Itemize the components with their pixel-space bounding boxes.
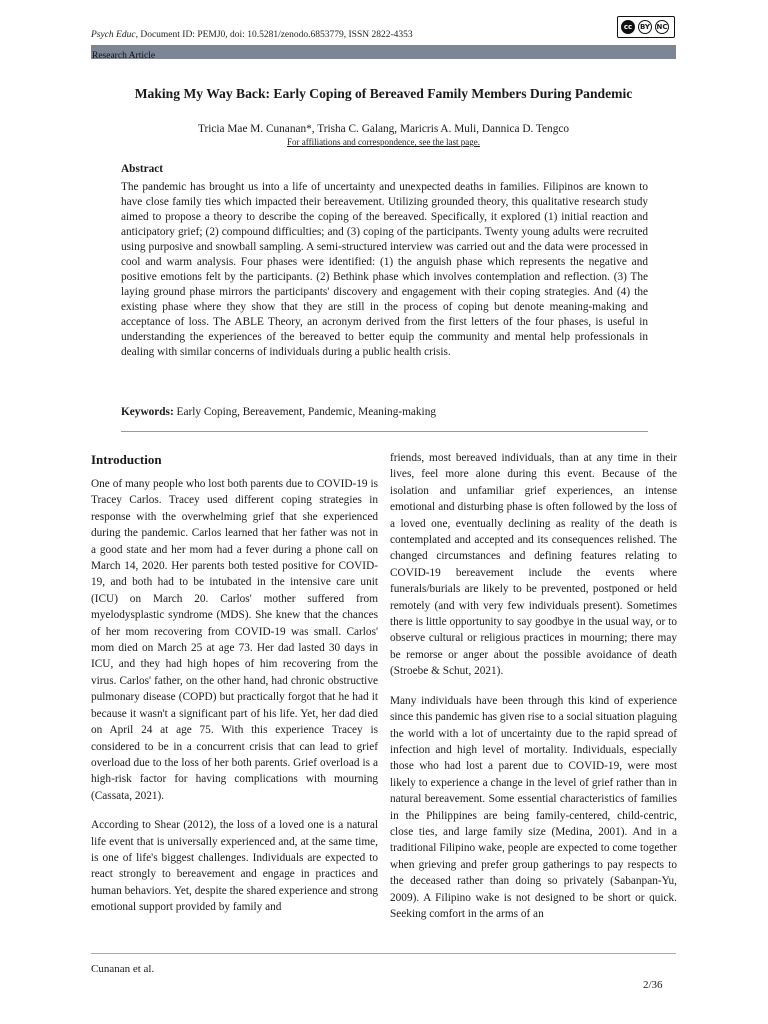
keywords-text: Early Coping, Bereavement, Pandemic, Meaning-making — [173, 406, 436, 418]
affiliation-link[interactable]: For affiliations and correspondence, see the last page. — [286, 137, 481, 147]
paragraph: Many individuals have been through this kind of experience since this pandemic has given rise to a social situation plaguing the world with a lot of uncertainty due to the rapid spread of infection and high level of mortality. Individuals, especially those who had lost a parent due to COVID-19, were most likely to experience a change in the level of grief rather than in natural bereavement. Some essential characteristics of families in the Philippines are being family-centered, child-centric, close ties, and large family size (Medina, 2001). And in a traditional Filipino wake, people are expected to come together when grieving and prefer group gatherings to pay respects to the deceased rather than doing so privately (Sabanpan-Yu, 2009). A Filipino wake is not designed to be short or quick. Seeking comfort in the arms of an — [390, 694, 677, 920]
keywords-label: Keywords: — [121, 406, 174, 418]
introduction-heading: Introduction — [91, 452, 162, 467]
paragraph: According to Shear (2012), the loss of a loved one is a natural life event that is universally experienced and, at the same time, is one of life's biggest challenges. Individuals are expected to react strongly to bereavement and engage in practices and human behaviors. Yet, despite the shared experience and strong emotional support provided by family and — [91, 819, 378, 914]
affiliation-note — [91, 137, 676, 147]
abstract-text: The pandemic has brought us into a life of uncertainty and unexpected deaths in families. Filipinos are known to have close family ties which impacted their bereavement. Utilizing grounded theory, this qualitative research study aimed to propose a theory to describe the coping of the bereaved. Specifically, it explored (1) initial reaction and anticipatory grief; (2) compound difficulties; and (3) coping of the participants. Twenty young adults were recruited using purposive and snowball sampling. A semi-structured interview was carried out and the data were processed in cool and warm analysis. Four phases were identified: (1) the anguish phase which represents the negative and positive emotions felt by the participants. (2) Bethink phase which involves contemplation and reflection. (3) The laying ground phase mirrors the participants' discovery and engagement with their coping strategies. And (4) the existing phase where they show that they are still in the process of coping but denote meaning-making and acceptance of loss. The ABLE Theory, an acronym derived from the first letters of the four phases, is useful in understanding the experiences of the bereaved to better equip the community and mental help professionals in dealing with similar concerns of individuals during a public health crisis. — [121, 181, 648, 358]
abstract-heading: Abstract — [121, 163, 164, 175]
article-type: Research Article — [92, 51, 156, 61]
paper-title: Making My Way Back: Early Coping of Bereaved Family Members During Pandemic — [134, 86, 633, 101]
by-icon: BY — [638, 20, 652, 34]
footer-divider — [91, 953, 676, 954]
keywords — [121, 406, 436, 418]
running-header — [91, 30, 413, 40]
document-meta: , Document ID: PEMJ0, doi: 10.5281/zenodo.6853779, ISSN 2822-4353 — [135, 30, 413, 40]
running-author: Cunanan et al. — [91, 963, 155, 975]
abstract-divider — [121, 431, 648, 432]
left-column — [91, 476, 378, 929]
license-badge[interactable] — [617, 16, 675, 38]
author-list: Tricia Mae M. Cunanan*, Trisha C. Galang, Maricris A. Muli, Dannica D. Tengco — [197, 123, 570, 135]
right-column — [390, 450, 677, 955]
cc-icon: cc — [621, 20, 635, 34]
article-type-bar — [91, 45, 676, 59]
page-number: 2/36 — [643, 979, 663, 991]
paragraph: One of many people who lost both parents due to COVID-19 is Tracey Carlos. Tracey used different coping strategies in response with the overwhelming grief that she experienced during the pandemic. Carlos learned that her father was not in a good state and her mom had a fever during a phone call on March 14, 2020. Her parents both tested positive for COVID-19, and both had to be intubated in the intensive care unit (ICU) on March 20. Carlos' mother suffered from myelodysplastic syndrome (MDS). She knew that the chances of her mom recovering from COVID-19 was small. Carlos' mom died on March 25 at age 73. Her dad lasted 30 days in ICU, and they had high hopes of him recovering from the virus. Carlos' father, on the other hand, had chronic obstructive pulmonary disease (COPD) but practically forgot that he had it because it wasn't a significant part of his life. Yet, her dad died on April 24 at age 75. With this experience Tracey is considered to be in a concurrent crisis that can lead to grief overload due to the loss of her both parents. Grief overload is a high-risk factor for having complications with mourning (Cassata, 2021). — [91, 478, 378, 802]
paragraph: friends, most bereaved individuals, than at any time in their lives, feel more alone during this event. Because of the isolation and unfamiliar grief experiences, an intense emotional and disturbing phase is often followed by the loss of a loved one, eventually declining as reality of the death is contemplated and accepted and its consequences relished. The changed circumstances and defining features relating to COVID-19 bereavement include the events where funerals/burials are likely to be prevented, postponed or held remotely (and with very few individuals present). Sometimes there is little opportunity to say goodbye in the usual way, or to observe cultural or religious practices in mourning; there may be remorse or anger about the possible avoidance of death (Stroebe & Schut, 2021). — [390, 452, 677, 678]
journal-name: Psych Educ — [91, 30, 136, 40]
nc-icon: NC — [655, 20, 669, 34]
